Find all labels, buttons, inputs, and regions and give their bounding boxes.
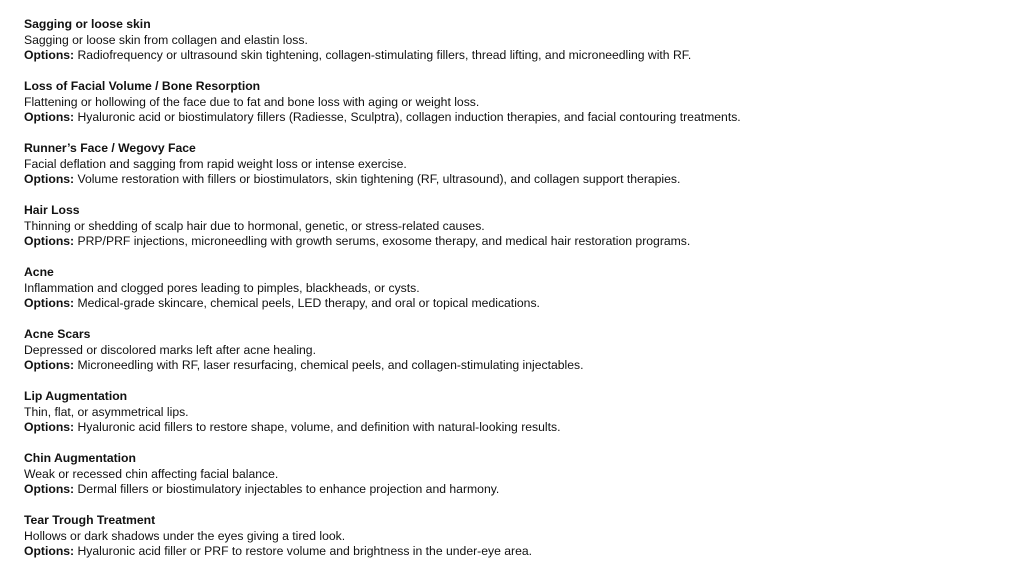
options-label: Options: bbox=[24, 110, 75, 124]
section-description: Inflammation and clogged pores leading to pimples, blackheads, or cysts. bbox=[24, 280, 420, 295]
options-text: Hyaluronic acid fillers to restore shape, volume, and definition with natural-looking results. bbox=[74, 420, 561, 434]
options-text: Microneedling with RF, laser resurfacing, chemical peels, and collagen-stimulating injectables. bbox=[74, 358, 584, 372]
cut-off-options-line bbox=[24, 0, 1004, 2]
section-sagging-skin bbox=[24, 17, 1004, 64]
section-title: Lip Augmentation bbox=[24, 389, 128, 403]
section-acne bbox=[24, 265, 1004, 312]
document-body bbox=[24, 0, 1004, 560]
section-description: Thinning or shedding of scalp hair due to hormonal, genetic, or stress-related causes. bbox=[24, 218, 485, 233]
options-label: Options: bbox=[24, 358, 75, 372]
section-facial-volume bbox=[24, 79, 1004, 126]
section-lip-augmentation bbox=[24, 389, 1004, 436]
section-title: Chin Augmentation bbox=[24, 451, 136, 465]
options-text: Hyaluronic acid filler or PRF to restore volume and brightness in the under-eye area. bbox=[74, 544, 533, 558]
section-title: Runner’s Face / Wegovy Face bbox=[24, 141, 196, 155]
section-description: Depressed or discolored marks left after acne healing. bbox=[24, 342, 316, 357]
options-label: Options: bbox=[24, 296, 75, 310]
section-title: Tear Trough Treatment bbox=[24, 513, 156, 527]
options-label: Options: bbox=[24, 234, 75, 248]
options-text: Hyaluronic acid or biostimulatory fillers (Radiesse, Sculptra), collagen induction therapies, and facial contouring treatments. bbox=[74, 110, 741, 124]
options-label: Options: bbox=[24, 48, 75, 62]
section-tear-trough bbox=[24, 513, 1004, 560]
section-title: Sagging or loose skin bbox=[24, 17, 151, 31]
options-label: Options: bbox=[24, 482, 75, 496]
options-label: Options: bbox=[24, 420, 75, 434]
section-description: Hollows or dark shadows under the eyes giving a tired look. bbox=[24, 528, 346, 543]
section-chin-augmentation bbox=[24, 451, 1004, 498]
section-title: Acne Scars bbox=[24, 327, 91, 341]
section-description: Flattening or hollowing of the face due to fat and bone loss with aging or weight loss. bbox=[24, 94, 480, 109]
section-runners-face bbox=[24, 141, 1004, 188]
section-description: Weak or recessed chin affecting facial balance. bbox=[24, 466, 279, 481]
options-text: Volume restoration with fillers or biostimulators, skin tightening (RF, ultrasound), and collagen support therapies. bbox=[74, 172, 681, 186]
section-hair-loss bbox=[24, 203, 1004, 250]
options-text: Radiofrequency or ultrasound skin tightening, collagen-stimulating fillers, thread lifting, and microneedling with RF. bbox=[74, 48, 692, 62]
options-label: Options: bbox=[24, 172, 75, 186]
options-text: Dermal fillers or biostimulatory injectables to enhance projection and harmony. bbox=[74, 482, 500, 496]
section-title: Acne bbox=[24, 265, 54, 279]
options-text: Medical-grade skincare, chemical peels, LED therapy, and oral or topical medications. bbox=[74, 296, 540, 310]
section-description: Thin, flat, or asymmetrical lips. bbox=[24, 404, 189, 419]
section-description: Sagging or loose skin from collagen and elastin loss. bbox=[24, 32, 308, 47]
section-description: Facial deflation and sagging from rapid weight loss or intense exercise. bbox=[24, 156, 407, 171]
section-title: Hair Loss bbox=[24, 203, 80, 217]
section-title: Loss of Facial Volume / Bone Resorption bbox=[24, 79, 261, 93]
options-label: Options: bbox=[24, 544, 75, 558]
section-acne-scars bbox=[24, 327, 1004, 374]
options-text: PRP/PRF injections, microneedling with growth serums, exosome therapy, and medical hair restoration programs. bbox=[74, 234, 691, 248]
